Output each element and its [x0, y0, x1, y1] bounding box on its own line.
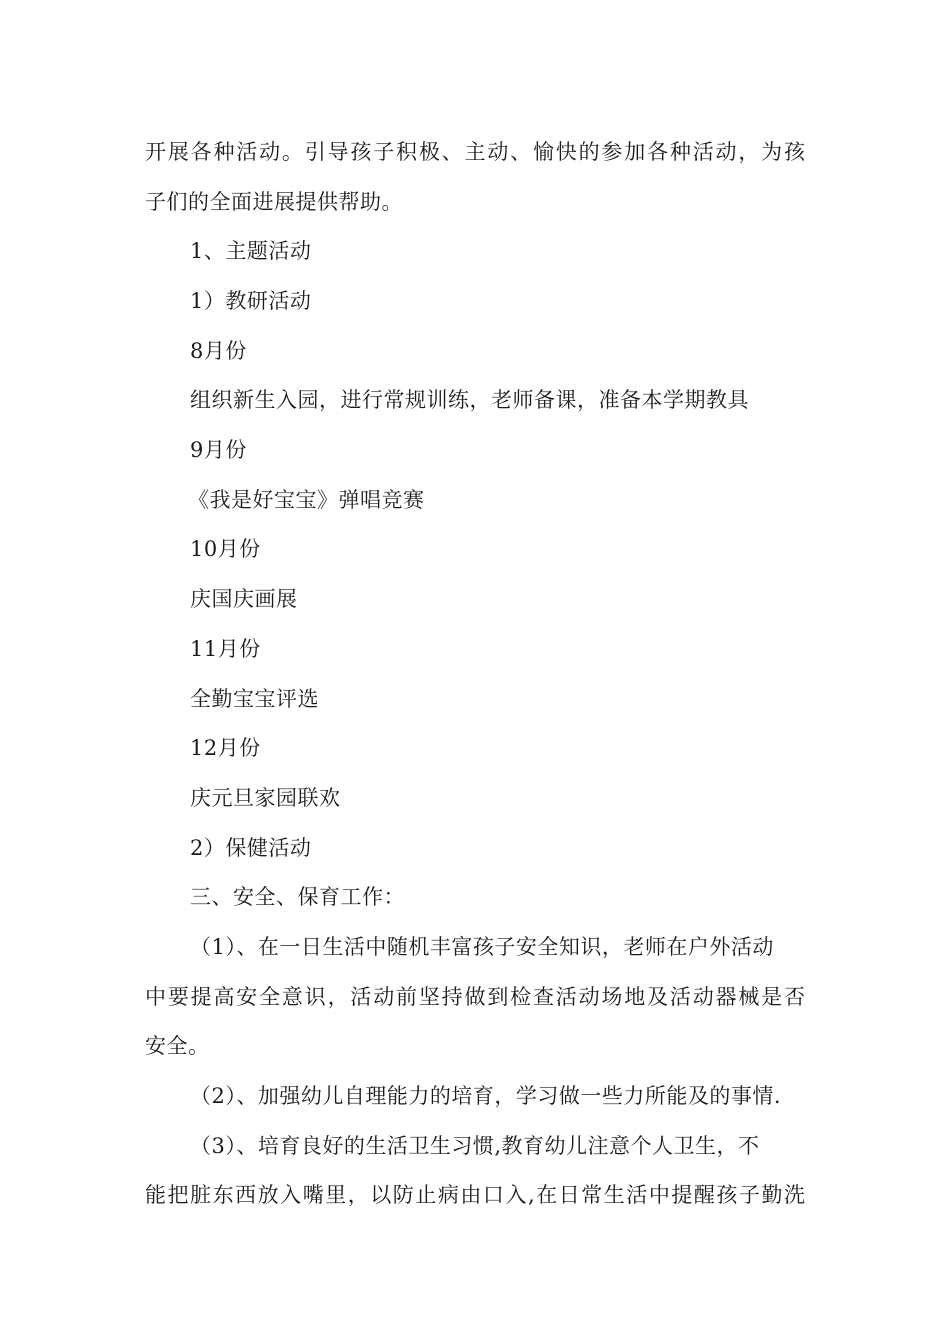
paragraph-line: 能把脏东西放入嘴里，以防止病由口入,在日常生活中提醒孩子勤洗	[145, 1183, 805, 1207]
paragraph-line: 子们的全面进展提供帮助。	[145, 190, 403, 214]
subsection-heading: 2）保健活动	[190, 836, 312, 860]
paragraph-line: 开展各种活动。引导孩子积极、主动、愉快的参加各种活动，为孩	[145, 140, 805, 164]
activity-item: 庆元旦家园联欢	[190, 786, 341, 810]
paragraph-line: （1）、在一日生活中随机丰富孩子安全知识，老师在户外活动	[190, 935, 774, 959]
month-label: 9月份	[190, 438, 247, 462]
month-label: 10月份	[190, 537, 261, 561]
subsection-heading: 1）教研活动	[190, 289, 312, 313]
month-label: 8月份	[190, 339, 247, 363]
paragraph-line: （3）、培育良好的生活卫生习惯,教育幼儿注意个人卫生，不	[190, 1134, 760, 1158]
month-label: 12月份	[190, 736, 261, 760]
activity-item: 庆国庆画展	[190, 587, 298, 611]
section-heading: 1、主题活动	[190, 239, 312, 263]
section-heading: 三、安全、保育工作：	[190, 885, 405, 909]
paragraph-line: （2）、加强幼儿自理能力的培育，学习做一些力所能及的事情.	[190, 1084, 782, 1108]
paragraph-line: 安全。	[145, 1034, 210, 1058]
activity-item: 全勤宝宝评选	[190, 687, 319, 711]
paragraph-line: 中要提高安全意识，活动前坚持做到检查活动场地及活动器械是否	[145, 985, 805, 1009]
activity-item: 《我是好宝宝》弹唱竞赛	[188, 488, 425, 512]
month-label: 11月份	[190, 637, 261, 661]
activity-item: 组织新生入园，进行常规训练，老师备课，准备本学期教具	[190, 388, 749, 412]
